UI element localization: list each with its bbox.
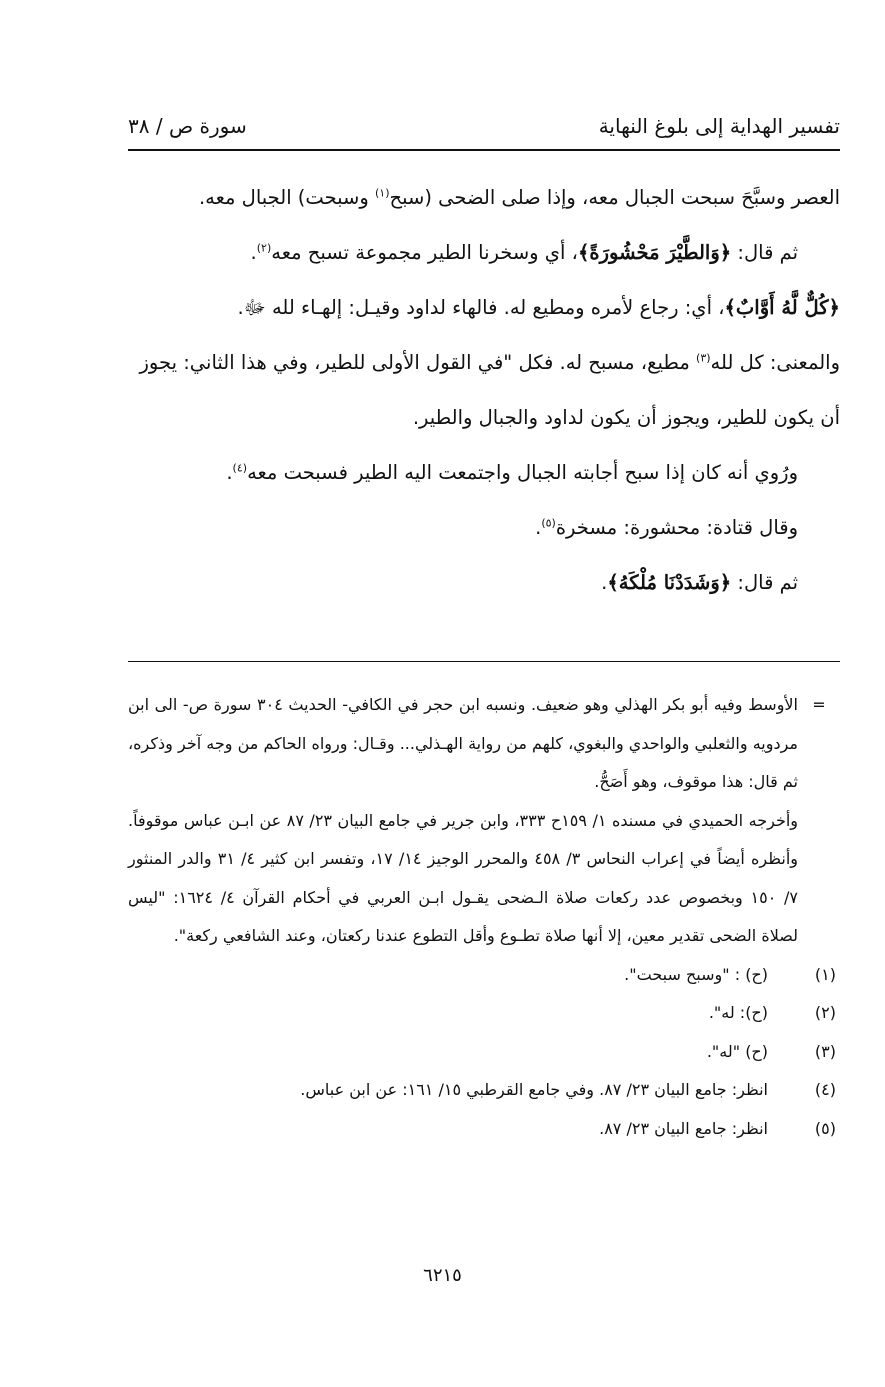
footnote-text: انظر: جامع البيان ٢٣/ ٨٧. [599,1118,768,1138]
text-line: ورُوي أنه كان إذا سبح أجابته الجبال واجتمعت اليه الطير فسبحت معه$^{(٤)}$. [226,461,798,484]
footnote-ref: (٢) [256,241,272,255]
book-title: تفسير الهداية إلى بلوغ النهاية [598,114,840,138]
continued-footnote-body [128,686,798,956]
footnote-number: (٥) [814,1118,836,1138]
footnote-number: (٢) [814,1003,836,1022]
running-header [128,108,840,144]
footnote-text: (ح): له". [708,1003,768,1022]
footnote-text: (ح) "له". [706,1041,768,1061]
line-text: والمعنى: كل لله [710,351,840,374]
surah-reference: سورة ص / ٣٨ [128,114,247,138]
quran-verse: ﴿وَشَدَدْنَا مُلْكَهُ﴾ [607,571,732,594]
line-text: ثم قال: [731,241,798,264]
text-line [128,280,840,335]
line-text: ، أي: رجاع لأمره ومطيع له. فالهاء لداود وقيـل: إلهـاء لله ﷻ. [237,296,725,319]
footnote-text: انظر: جامع البيان ٢٣/ ٨٧. وفي جامع القرطبي ١٥/ ١٦١: عن ابن عباس. [300,1080,768,1099]
line-text: ثم قال: [731,571,798,594]
line-text: العصر وسبَّحَ سبحت الجبال معه، وإذا صلى الضحى (سبح [389,186,840,209]
main-text [128,170,840,610]
footnote-paragraph: وأخرجه الحميدي في مسنده ١/ ١٥٩ح ٣٣٣، وابن جرير في جامع البيان ٢٣/ ٨٧ عن ابـن عباس موقوفاً. وأنظره أيضاً في إعراب النحاس ٣/ ٤٥٨ والمحرر الوجيز ١٤/ ١٧، وتفسر ابن كثير ٤/ ٣١ والدر المنثور ٧/ ١٥٠ وبخصوص عدد ركعات صلاة الـضحى يقـول ابـن العربي في أحكام القرآن ٤/ ١٦٢٤: "ليس لصلاة الضحى تقدير معين، إلا أنها صلاة تطـوع وأقل التطوع عندنا ركعتان، وعند الشافعي ركعة". [128,810,799,945]
line-text: ورُوي أنه كان إذا سبح أجابته الجبال واجتمعت اليه الطير فسبحت معه [247,461,798,484]
line-text: وسبحت) الجبال معه. [198,186,375,209]
footnote-ref: (١) [375,186,390,200]
footnote-ref: (٤) [232,461,248,475]
footnote-paragraph: الأوسط وفيه أبو بكر الهذلي وهو ضعيف. ونسبه ابن حجر في الكافي- الحديث ٣٠٤ سورة ص- الى ابن مردويه والثعلبي والواحدي والبغوي، كلهم من رواية الهـذلي... وقـال: ورواه الحاكم من وجه آخر وذكره، ثم قال: هذا موقوف، وهو أَصَحُّ. [128,695,798,791]
text-line: ثم قال: ﴿وَشَدَدْنَا مُلْكَهُ﴾. [601,571,798,594]
line-text: مطيع، مسبح له. فكل "في القول الأولى للطير، وفي هذا الثاني: يجوز [139,351,697,374]
footnotes-section [128,686,840,1148]
footnote-divider [128,661,840,662]
text-line [128,335,840,390]
text-line: وقال قتادة: محشورة: مسخرة$^{(٥)}$. [535,516,798,539]
page-number: ٦٢١٥ [423,1265,462,1286]
continued-footnote [128,686,840,956]
text-line: أن يكون للطير، ويجوز أن يكون لداود والجبال والطير. [412,406,840,429]
footnote-item [128,994,840,1033]
continuation-mark: = [812,695,826,714]
header-divider [128,149,840,151]
line-text: ، أي وسخرنا الطير مجموعة تسبح معه [271,241,578,264]
footnote-item [128,1033,840,1072]
footnote-number: (١) [814,964,836,984]
footnote-item [128,1071,840,1110]
text-line: ثم قال: ﴿وَالطَّيْرَ مَحْشُورَةً﴾، أي وسخرنا الطير مجموعة تسبح معه$^{(٢)}$. [250,241,798,264]
footnote-text: (ح) : "وسبح سبحت". [624,964,768,984]
line-text: وقال قتادة: محشورة: مسخرة [555,516,798,539]
footnote-item [128,956,840,995]
footnote-number: (٤) [814,1080,836,1099]
footnote-item [128,1110,840,1149]
quran-verse: ﴿وَالطَّيْرَ مَحْشُورَةً﴾ [577,241,732,264]
quran-verse: ﴿كُلٌّ لَّهُ أَوَّابٌ﴾ [724,296,840,319]
footnote-number: (٣) [814,1041,836,1061]
text-line [128,170,840,225]
footnote-ref: (٥) [541,516,556,530]
footnote-ref: (٣) [696,351,711,365]
